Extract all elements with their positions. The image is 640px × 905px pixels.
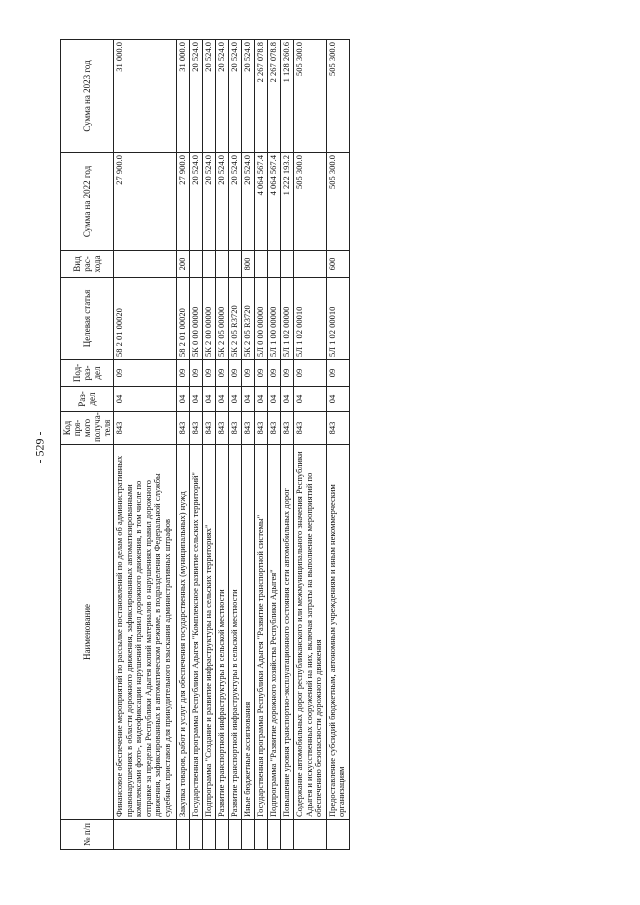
cell-name: Государственная программа Республики Адыгея "Развитие транспортной системы" bbox=[255, 445, 268, 820]
cell-section: 04 bbox=[229, 387, 242, 412]
cell-sum2022: 20 524.0 bbox=[215, 153, 228, 251]
cell-sum2023: 1 128 260.6 bbox=[281, 40, 294, 153]
cell-owner: 843 bbox=[255, 412, 268, 445]
cell-num bbox=[215, 820, 228, 850]
budget-table-container bbox=[60, 40, 350, 850]
cell-section: 04 bbox=[176, 387, 189, 412]
cell-sum2022: 505 300.0 bbox=[294, 153, 327, 251]
cell-sum2022: 20 524.0 bbox=[229, 153, 242, 251]
cell-num bbox=[114, 820, 177, 850]
cell-subsection: 09 bbox=[242, 360, 255, 387]
cell-name: Финансовое обеспечение мероприятий по рассылке постановлений по делам об административных правонарушениях в области дорожного движения, зафиксированных автоматизированными комплексами фото-, видеофиксации нарушений правил дорожного движения, в том числе по отправке за пределы Республики Адыгея копий материалов о нарушениях правил дорожного движения, зафиксированных в автоматическом режиме, в подразделения Федеральной службы судебных приставов для принудительного взыскания административных штрафов bbox=[114, 445, 177, 820]
cell-sum2023: 505 300.0 bbox=[326, 40, 349, 153]
table-row bbox=[202, 40, 215, 850]
cell-name: Подпрограмма "Создание и развитие инфраструктуры на сельских территориях" bbox=[202, 445, 215, 820]
cell-expense: 800 bbox=[242, 251, 255, 278]
cell-name: Закупка товаров, работ и услуг для обеспечения государственных (муниципальных) нужд bbox=[176, 445, 189, 820]
table-row bbox=[215, 40, 228, 850]
cell-owner: 843 bbox=[189, 412, 202, 445]
cell-subsection: 09 bbox=[255, 360, 268, 387]
cell-target: 5К 0 00 00000 bbox=[189, 278, 202, 360]
cell-section: 04 bbox=[202, 387, 215, 412]
cell-subsection: 09 bbox=[215, 360, 228, 387]
table-row bbox=[255, 40, 268, 850]
cell-owner: 843 bbox=[326, 412, 349, 445]
cell-name: Подпрограмма "Развитие дорожного хозяйства Республики Адыгея" bbox=[268, 445, 281, 820]
table-row bbox=[326, 40, 349, 850]
table-row bbox=[242, 40, 255, 850]
table-row bbox=[281, 40, 294, 850]
cell-expense bbox=[229, 251, 242, 278]
cell-sum2022: 27 900.0 bbox=[114, 153, 177, 251]
cell-section: 04 bbox=[242, 387, 255, 412]
cell-target: 5К 2 05 00000 bbox=[215, 278, 228, 360]
cell-num bbox=[176, 820, 189, 850]
cell-sum2023: 20 524.0 bbox=[242, 40, 255, 153]
cell-target: 58 2 01 00020 bbox=[114, 278, 177, 360]
cell-expense bbox=[202, 251, 215, 278]
cell-expense: 600 bbox=[326, 251, 349, 278]
header-sum2022: Сумма на 2022 год bbox=[61, 153, 114, 251]
cell-num bbox=[294, 820, 327, 850]
cell-owner: 843 bbox=[281, 412, 294, 445]
table-row bbox=[229, 40, 242, 850]
cell-target: 5Л 1 02 00000 bbox=[281, 278, 294, 360]
cell-subsection: 09 bbox=[268, 360, 281, 387]
cell-sum2023: 20 524.0 bbox=[202, 40, 215, 153]
cell-num bbox=[189, 820, 202, 850]
cell-target: 5Л 1 02 00010 bbox=[294, 278, 327, 360]
cell-name: Государственная программа Республики Адыгея "Комплексное развитие сельских территорий" bbox=[189, 445, 202, 820]
header-sum2023: Сумма на 2023 год bbox=[61, 40, 114, 153]
cell-target: 5К 2 05 R3720 bbox=[242, 278, 255, 360]
cell-num bbox=[268, 820, 281, 850]
cell-section: 04 bbox=[281, 387, 294, 412]
cell-section: 04 bbox=[189, 387, 202, 412]
header-row bbox=[61, 40, 114, 850]
cell-name: Развитие транспортной инфраструктуры в сельской местности bbox=[215, 445, 228, 820]
header-name: Наименование bbox=[61, 445, 114, 820]
table-row bbox=[294, 40, 327, 850]
cell-num bbox=[326, 820, 349, 850]
cell-target: 5Л 1 00 00000 bbox=[268, 278, 281, 360]
cell-target: 5Л 0 00 00000 bbox=[255, 278, 268, 360]
cell-owner: 843 bbox=[114, 412, 177, 445]
cell-name: Содержание автомобильных дорог республиканского или межмуниципального значения Республики Адыгея и искусственных сооружений на них, включая затраты на выполнение мероприятий по обеспечению безопасности дорожного движения bbox=[294, 445, 327, 820]
cell-owner: 843 bbox=[242, 412, 255, 445]
cell-owner: 843 bbox=[229, 412, 242, 445]
cell-section: 04 bbox=[255, 387, 268, 412]
cell-subsection: 09 bbox=[326, 360, 349, 387]
cell-sum2022: 4 064 567.4 bbox=[268, 153, 281, 251]
cell-section: 04 bbox=[326, 387, 349, 412]
page-number: - 529 - bbox=[32, 431, 47, 464]
cell-section: 04 bbox=[215, 387, 228, 412]
cell-expense bbox=[215, 251, 228, 278]
cell-num bbox=[202, 820, 215, 850]
cell-target: 5К 2 00 00000 bbox=[202, 278, 215, 360]
table-row bbox=[189, 40, 202, 850]
cell-num bbox=[281, 820, 294, 850]
cell-subsection: 09 bbox=[176, 360, 189, 387]
table-row bbox=[268, 40, 281, 850]
cell-name: Развитие транспортной инфраструктуры в сельской местности bbox=[229, 445, 242, 820]
header-num: № п/п bbox=[61, 820, 114, 850]
cell-owner: 843 bbox=[215, 412, 228, 445]
cell-subsection: 09 bbox=[281, 360, 294, 387]
cell-sum2022: 505 300.0 bbox=[326, 153, 349, 251]
cell-expense bbox=[114, 251, 177, 278]
cell-sum2023: 20 524.0 bbox=[229, 40, 242, 153]
cell-subsection: 09 bbox=[114, 360, 177, 387]
cell-owner: 843 bbox=[268, 412, 281, 445]
header-section: Раз-дел bbox=[61, 387, 114, 412]
budget-table bbox=[60, 39, 350, 850]
cell-sum2022: 27 900.0 bbox=[176, 153, 189, 251]
table-row bbox=[114, 40, 177, 850]
cell-sum2023: 31 000.0 bbox=[176, 40, 189, 153]
cell-subsection: 09 bbox=[189, 360, 202, 387]
cell-sum2022: 20 524.0 bbox=[242, 153, 255, 251]
cell-num bbox=[242, 820, 255, 850]
cell-expense: 200 bbox=[176, 251, 189, 278]
cell-sum2023: 2 267 078.8 bbox=[268, 40, 281, 153]
cell-subsection: 09 bbox=[294, 360, 327, 387]
cell-target: 5К 2 05 R3720 bbox=[229, 278, 242, 360]
cell-sum2022: 4 064 567.4 bbox=[255, 153, 268, 251]
cell-subsection: 09 bbox=[202, 360, 215, 387]
cell-expense bbox=[189, 251, 202, 278]
table-row bbox=[176, 40, 189, 850]
cell-sum2023: 2 267 078.8 bbox=[255, 40, 268, 153]
cell-expense bbox=[294, 251, 327, 278]
cell-section: 04 bbox=[268, 387, 281, 412]
cell-expense bbox=[268, 251, 281, 278]
cell-owner: 843 bbox=[176, 412, 189, 445]
header-target: Целевая статья bbox=[61, 278, 114, 360]
header-subsection: Под-раз-дел bbox=[61, 360, 114, 387]
cell-owner: 843 bbox=[294, 412, 327, 445]
cell-sum2022: 1 222 193.2 bbox=[281, 153, 294, 251]
cell-sum2022: 20 524.0 bbox=[202, 153, 215, 251]
cell-target: 58 2 01 00020 bbox=[176, 278, 189, 360]
header-expense: Вид рас-хода bbox=[61, 251, 114, 278]
cell-expense bbox=[255, 251, 268, 278]
cell-name: Иные бюджетные ассигнования bbox=[242, 445, 255, 820]
cell-target: 5Л 1 02 00010 bbox=[326, 278, 349, 360]
cell-sum2022: 20 524.0 bbox=[189, 153, 202, 251]
cell-name: Повышение уровня транспортно-эксплуатационного состояния сети автомобильных дорог bbox=[281, 445, 294, 820]
cell-num bbox=[229, 820, 242, 850]
cell-owner: 843 bbox=[202, 412, 215, 445]
cell-sum2023: 20 524.0 bbox=[189, 40, 202, 153]
cell-section: 04 bbox=[114, 387, 177, 412]
cell-sum2023: 31 000.0 bbox=[114, 40, 177, 153]
cell-name: Предоставление субсидий бюджетным, автономным учреждениям и иным некоммерческим организациям bbox=[326, 445, 349, 820]
cell-section: 04 bbox=[294, 387, 327, 412]
cell-subsection: 09 bbox=[229, 360, 242, 387]
cell-expense bbox=[281, 251, 294, 278]
cell-sum2023: 505 300.0 bbox=[294, 40, 327, 153]
header-owner: Код пря-мого получа-теля bbox=[61, 412, 114, 445]
cell-sum2023: 20 524.0 bbox=[215, 40, 228, 153]
cell-num bbox=[255, 820, 268, 850]
